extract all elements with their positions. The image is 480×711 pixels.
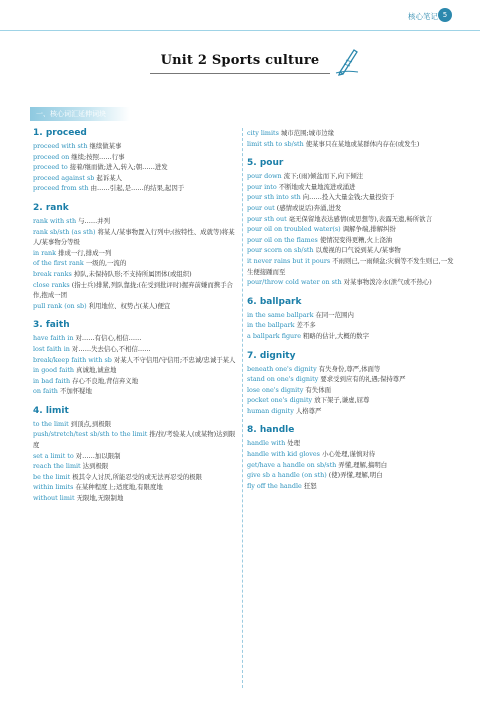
phrase-english: pour/throw cold water on sth: [247, 278, 342, 287]
phrase-item: [247, 438, 455, 449]
phrase-english: in the same ballpark: [247, 310, 314, 319]
entry-heading: 8. handle: [247, 425, 295, 436]
phrase-chinese: 不加怀疑地: [57, 387, 92, 396]
phrase-chinese: 到顶点,到极限: [68, 419, 112, 428]
phrase-chinese: 在某种程度上;适度地,有限度地: [73, 483, 163, 492]
phrase-chinese: 弄懂,理解,搞明白: [336, 460, 388, 469]
phrase-chinese: 接着/继而做;进入,转入;朝……进发: [67, 163, 168, 172]
phrase-chinese: 对……加以限制: [73, 451, 121, 460]
phrase-chinese: 毫无保留地表达感情(或思想等),表露无遗,畅所欲言: [286, 214, 432, 223]
phrase-item: [33, 429, 239, 450]
phrase-english: give sb a handle (on sth): [247, 471, 327, 480]
phrase-item: [247, 374, 455, 385]
phrase-english: city limits: [247, 129, 279, 137]
phrase-english: pour down: [247, 172, 282, 181]
phrase-item: [247, 449, 455, 460]
entry-heading: 1. proceed: [33, 128, 87, 138]
entry-heading: 3. faith: [33, 320, 70, 331]
phrase-english: to the limit: [33, 419, 69, 428]
phrase-item: [33, 152, 239, 163]
phrase-item: [247, 182, 455, 193]
entry-heading: 5. pour: [247, 158, 284, 169]
phrase-item: [33, 482, 239, 493]
phrase-english: break ranks: [33, 269, 72, 278]
phrase-chinese: 有失身份,尊严,体面等: [316, 364, 381, 373]
phrase-english: handle with kid gloves: [247, 450, 320, 459]
phrase-item: [247, 192, 455, 203]
phrase-item: [33, 183, 239, 194]
phrase-english: pour scorn on sb/sth: [247, 246, 314, 255]
phrase-english: close ranks: [33, 280, 70, 289]
phrase-chinese: 对……有信心,相信……: [73, 334, 142, 343]
phrase-item: [247, 406, 455, 417]
phrase-english: pull rank (on sb): [33, 301, 87, 310]
title-underline: [150, 73, 330, 74]
phrase-chinese: 推/拉/考验某人(或某物)达到限度: [33, 430, 236, 450]
phrase-chinese: 存心不良地,背信弃义地: [70, 376, 139, 385]
phrase-item: [247, 385, 455, 396]
phrase-english: proceed against sb: [33, 173, 95, 182]
phrase-item: [247, 214, 455, 225]
phrase-english: rank with sth: [33, 216, 77, 225]
phrase-chinese: 一级的,一流的: [83, 259, 127, 268]
phrase-english: fly off the handle: [247, 481, 302, 490]
phrase-english: beneath one's dignity: [247, 364, 317, 373]
phrase-english: without limit: [33, 494, 75, 503]
phrase-item: [33, 376, 239, 387]
phrase-english: within limits: [33, 483, 74, 492]
phrase-english: lost faith in: [33, 344, 70, 353]
phrase-item: [33, 216, 239, 227]
phrase-item: [33, 280, 239, 301]
phrase-item: [33, 472, 239, 483]
phrase-chinese: 不雨则已,一雨倾盆;灾祸等不发生则已,一发生便接踵而至: [247, 256, 454, 276]
phrase-item: [33, 269, 239, 280]
entry-heading: 4. limit: [33, 405, 69, 416]
header-label: 核心笔记: [408, 12, 438, 21]
phrase-chinese: 调解争端,排解纠纷: [340, 225, 396, 234]
phrase-chinese: 放下架子,谦虚,屈尊: [312, 396, 370, 405]
phrase-item: [33, 419, 239, 430]
phrase-english: set a limit to: [33, 451, 74, 460]
phrase-item: [33, 173, 239, 184]
phrase-chinese: 向……投入大量金钱;大量投资于: [300, 193, 395, 202]
phrase-chinese: 起诉某人: [94, 173, 122, 182]
phrase-chinese: 将某人/某事物置入行列中;(按特性、成就等)将某人/某事物分等级: [33, 227, 235, 247]
phrase-item: [247, 171, 455, 182]
phrase-item: [247, 331, 455, 342]
phrase-english: it never rains but it pours: [247, 256, 331, 265]
phrase-item: [33, 344, 239, 355]
phrase-item: [33, 227, 239, 248]
phrase-chinese: 差不多: [294, 321, 316, 330]
phrase-item: [247, 277, 455, 288]
phrase-item: [247, 470, 455, 481]
entry-heading: 6. ballpark: [247, 296, 302, 307]
phrase-item: [247, 395, 455, 406]
page-title: Unit 2 Sports culture: [160, 53, 320, 68]
phrase-chinese: 要求受到应有的礼遇;保持尊严: [318, 375, 406, 384]
phrase-item: [247, 320, 455, 331]
phrase-english: get/have a handle on sb/sth: [247, 460, 337, 469]
phrase-chinese: 达到极限: [80, 462, 109, 471]
phrase-item: [33, 301, 239, 312]
phrase-item: [33, 493, 239, 504]
section-banner: [30, 107, 130, 121]
phrase-chinese: 不断地或大量地流进或涌进: [276, 182, 356, 191]
phrase-item: [33, 258, 239, 269]
phrase-item: [33, 333, 239, 344]
phrase-chinese: 处理: [285, 439, 301, 448]
phrase-english: lose one's dignity: [247, 385, 304, 394]
phrase-english: push/stretch/test sb/sth to the limit: [33, 430, 148, 439]
entry-gap: [33, 397, 239, 406]
header-bar: [0, 0, 480, 30]
phrase-english: rank sb/sth (as sth): [33, 227, 96, 236]
phrase-english: on faith: [33, 387, 58, 396]
phrase-english: pour sth out: [247, 214, 287, 223]
phrase-english: in rank: [33, 248, 57, 257]
phrase-chinese: 小心处理,谨慎对待: [319, 450, 376, 459]
phrase-english: handle with: [247, 439, 286, 448]
phrase-chinese: (使)弄懂,理解,明白: [326, 471, 383, 480]
header-divider: [0, 30, 480, 31]
phrase-item: [247, 235, 455, 246]
phrase-item: [33, 248, 239, 259]
phrase-item: [247, 310, 455, 321]
phrase-chinese: 利用地位、权势占(某人)便宜: [86, 301, 171, 310]
phrase-english: pour oil on troubled water(s): [247, 225, 341, 234]
phrase-chinese: 极其令人讨厌,所能忍受的或无法再忍受的极限: [70, 472, 203, 481]
entry-gap: [33, 311, 239, 320]
phrase-chinese: 狂怒: [301, 481, 317, 490]
right-column: [247, 128, 455, 491]
phrase-chinese: 有失体面: [303, 385, 331, 394]
entry-gap: [33, 194, 239, 203]
phrase-item: [33, 386, 239, 397]
phrase-chinese: 无限地,无限制地: [74, 494, 124, 503]
pen-icon: [334, 46, 360, 76]
phrase-item: [247, 128, 455, 139]
phrase-english: proceed to: [33, 163, 68, 172]
phrase-english: break/keep faith with sb: [33, 355, 112, 364]
left-column: [33, 128, 239, 504]
phrase-item: [247, 203, 455, 214]
entry-gap: [247, 288, 455, 297]
entry-heading: 7. dignity: [247, 350, 296, 361]
entry-heading: 2. rank: [33, 202, 69, 213]
phrase-chinese: 使某事只在某地或某群体内存在(或发生): [303, 139, 420, 148]
phrase-english: pour out: [247, 203, 275, 212]
phrase-english: pour sth into sth: [247, 193, 301, 202]
phrase-english: human dignity: [247, 406, 294, 415]
phrase-english: reach the limit: [33, 462, 81, 471]
phrase-chinese: 流下;(雨)倾盆而下,向下倾注: [281, 172, 364, 181]
page-number: 5: [438, 8, 452, 22]
phrase-chinese: 对某事物泼冷水(泄气或不热心): [341, 278, 432, 287]
phrase-chinese: (感情或说话)奔涌,进发: [274, 203, 342, 212]
phrase-english: stand on one's dignity: [247, 375, 319, 384]
phrase-item: [33, 461, 239, 472]
phrase-english: be the limit: [33, 472, 71, 481]
phrase-item: [33, 451, 239, 462]
phrase-english: limit sth to sb/sth: [247, 139, 304, 148]
phrase-chinese: 真诚地,诚意地: [74, 366, 117, 375]
phrase-chinese: 城市范围;城市边缘: [278, 129, 335, 137]
phrase-chinese: 继续;按照……行事: [69, 152, 125, 161]
phrase-english: pour oil on the flames: [247, 235, 318, 244]
phrase-english: in the ballpark: [247, 321, 295, 330]
phrase-chinese: 与……并列: [76, 216, 111, 225]
phrase-english: in good faith: [33, 366, 75, 375]
column-divider: [242, 128, 243, 688]
phrase-english: pocket one's dignity: [247, 396, 313, 405]
phrase-chinese: 以蔑视的口气说到某人/某事物: [313, 246, 401, 255]
phrase-english: proceed on: [33, 152, 70, 161]
phrase-chinese: 排成一行,排成一列: [56, 248, 112, 257]
phrase-english: a ballpark figure: [247, 331, 301, 340]
phrase-item: [33, 141, 239, 152]
phrase-item: [247, 139, 455, 150]
phrase-english: pour into: [247, 182, 277, 191]
phrase-chinese: 继续做某事: [87, 142, 122, 150]
entry-gap: [247, 416, 455, 425]
section-title: 一、核心词汇延伸词块: [36, 110, 106, 118]
phrase-chinese: 对某人不守信用/守信用;不忠诚/忠诚于某人: [111, 355, 236, 364]
phrase-item: [247, 460, 455, 471]
phrase-chinese: 在同一范围内: [313, 310, 354, 319]
phrase-item: [33, 162, 239, 173]
phrase-item: [247, 364, 455, 375]
phrase-item: [247, 224, 455, 235]
entry-gap: [247, 149, 455, 158]
phrase-english: have faith in: [33, 334, 74, 343]
entry-gap: [247, 342, 455, 351]
phrase-item: [247, 245, 455, 256]
phrase-item: [247, 256, 455, 277]
phrase-chinese: 由……引起,是……的结果,起因于: [88, 184, 185, 193]
phrase-english: proceed with sth: [33, 142, 88, 150]
phrase-item: [247, 481, 455, 492]
phrase-chinese: 粗略的估计,大概的数字: [301, 331, 369, 340]
phrase-chinese: 对……失去信心,不相信……: [69, 344, 151, 353]
phrase-item: [33, 355, 239, 366]
phrase-chinese: (指士兵)排紧,列队靠拢;(在受到批评时)握弃前嫌而携手合作,抱成一团: [33, 280, 233, 300]
phrase-english: proceed from sth: [33, 184, 89, 193]
phrase-item: [33, 365, 239, 376]
phrase-chinese: 使情况变得更糟,火上浇油: [317, 235, 393, 244]
phrase-chinese: 人格尊严: [293, 406, 322, 415]
phrase-english: in bad faith: [33, 376, 71, 385]
phrase-english: of the first rank: [33, 259, 84, 268]
phrase-chinese: 掉队,未保持队形;不支持所属团体(或组织): [71, 269, 192, 278]
